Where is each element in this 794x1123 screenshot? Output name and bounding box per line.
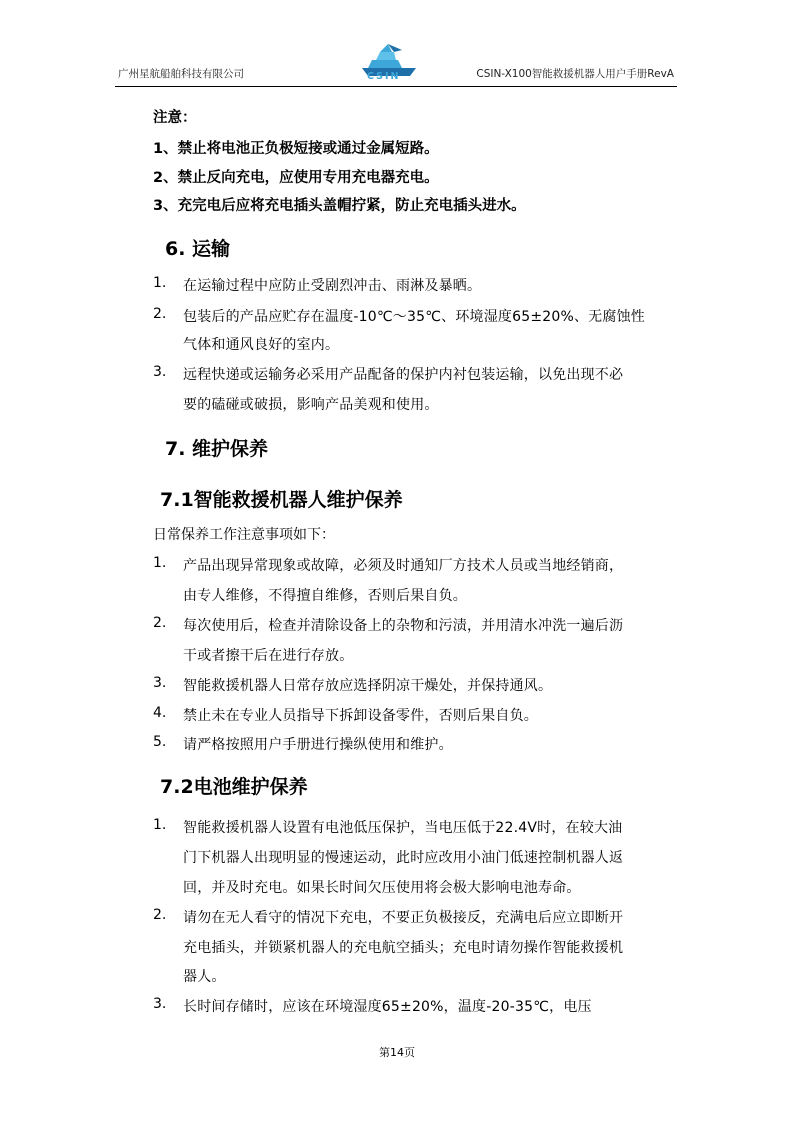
transport-item-1-line-1: 在运输过程中应防止受剧烈冲击、雨淋及暴晒。 <box>183 278 482 294</box>
page-number: 第14页 <box>379 1046 415 1059</box>
section-transport-heading: 6. 运输 <box>165 238 231 260</box>
robot-item-3-line-1: 智能救援机器人日常存放应选择阴凉干燥处，并保持通风。 <box>183 678 553 694</box>
header-company: 广州星航船舶科技有限公司 <box>118 68 244 80</box>
battery-item-3-num: 3. <box>153 996 167 1012</box>
battery-item-2-line-3: 器人。 <box>183 969 226 985</box>
logo-text: CSIN <box>367 71 401 82</box>
robot-item-3-num: 3. <box>153 675 167 691</box>
robot-item-4-num: 4. <box>153 705 167 721</box>
battery-item-1-num: 1. <box>153 817 167 833</box>
section-battery-heading: 7.2电池维护保养 <box>160 776 308 798</box>
transport-item-2-line-1: 包装后的产品应贮存在温度-10℃～35℃、环境湿度65±20%、无腐蚀性 <box>183 309 645 325</box>
robot-item-1-num: 1. <box>153 555 167 571</box>
robot-item-2-line-1: 每次使用后，检查并清除设备上的杂物和污渍，并用清水冲洗一遍后沥 <box>183 618 624 634</box>
transport-item-3-line-2: 要的磕碰或破损，影响产品美观和使用。 <box>183 397 439 413</box>
robot-intro: 日常保养工作注意事项如下： <box>153 527 335 543</box>
robot-item-1-line-1: 产品出现异常现象或故障，必须及时通知厂方技术人员或当地经销商， <box>183 558 624 574</box>
transport-item-1-num: 1. <box>153 275 167 291</box>
battery-item-1-line-1: 智能救援机器人设置有电池低压保护，当电压低于22.4V时，在较大油 <box>183 820 623 836</box>
header-doc-title: CSIN-X100智能救援机器人用户手册RevA <box>476 68 674 80</box>
transport-item-2-line-2: 气体和通风良好的室内。 <box>183 337 340 353</box>
battery-item-3-line-1: 长时间存储时，应该在环境湿度65±20%，温度-20-35℃，电压 <box>183 999 592 1015</box>
section-robot-heading: 7.1智能救援机器人维护保养 <box>160 489 403 511</box>
robot-item-5-line-1: 请严格按照用户手册进行操纵使用和维护。 <box>183 737 453 753</box>
battery-item-2-line-2: 充电插头，并锁紧机器人的充电航空插头；充电时请勿操作智能救援机 <box>183 940 624 956</box>
notice-item-3: 3、充完电后应将充电插头盖帽拧紧，防止充电插头进水。 <box>153 198 526 214</box>
header-rule <box>115 86 677 87</box>
robot-item-2-line-2: 干或者擦干后在进行存放。 <box>183 648 354 664</box>
transport-item-3-num: 3. <box>153 364 167 380</box>
battery-item-1-line-3: 回，并及时充电。如果长时间欠压使用将会极大影响电池寿命。 <box>183 880 581 896</box>
transport-item-2-num: 2. <box>153 306 167 322</box>
notice-item-1: 1、禁止将电池正负极短接或通过金属短路。 <box>153 141 439 157</box>
battery-item-2-line-1: 请勿在无人看守的情况下充电，不要正负极接反，充满电后应立即断开 <box>183 910 624 926</box>
robot-item-5-num: 5. <box>153 734 167 750</box>
robot-item-1-line-2: 由专人维修，不得擅自维修，否则后果自负。 <box>183 588 467 604</box>
notice-item-2: 2、禁止反向充电，应使用专用充电器充电。 <box>153 170 439 186</box>
section-maintenance-heading: 7. 维护保养 <box>165 438 269 460</box>
battery-item-1-line-2: 门下机器人出现明显的慢速运动，此时应改用小油门低速控制机器人返 <box>183 850 624 866</box>
robot-item-2-num: 2. <box>153 615 167 631</box>
transport-item-3-line-1: 远程快递或运输务必采用产品配备的保护内衬包装运输，以免出现不必 <box>183 367 624 383</box>
notice-title: 注意： <box>153 110 197 126</box>
battery-item-2-num: 2. <box>153 907 167 923</box>
robot-item-4-line-1: 禁止未在专业人员指导下拆卸设备零件，否则后果自负。 <box>183 708 538 724</box>
